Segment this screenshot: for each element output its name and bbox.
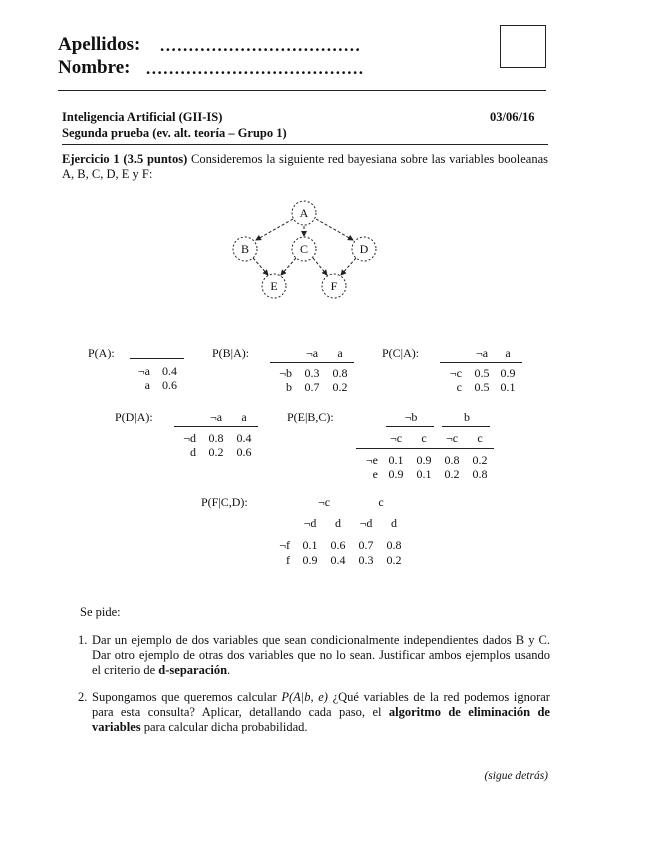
question-1-end: .	[227, 663, 231, 677]
question-1-text: Dar un ejemplo de dos variables que sean condicionalmente independientes dados B y C. Dar otro ejemplo de otras dos variables que no lo sean. Justificar ambos ejemplos usando el criterio de	[92, 633, 550, 677]
question-2-bold: algoritmo de eliminación de variables	[92, 705, 550, 734]
table-pfcd-title: P(F|C,D):	[201, 495, 248, 509]
question-2-text-b: ¿Qué variables de la red podemos ignorar para esta consulta? Aplicar, detallando cada paso, el	[92, 690, 550, 719]
pfcd-col: ¬d	[359, 516, 373, 530]
exercise-intro: Consideremos la siguiente red bayesiana sobre las variables booleanas A, B, C, D, E y F:	[62, 152, 548, 181]
pebc-cell: 0.8	[444, 453, 460, 467]
pba-cell: 0.2	[332, 380, 348, 394]
exercise-statement	[62, 152, 548, 182]
pfcd-cell: 0.9	[302, 553, 318, 567]
edge-d-f	[341, 258, 356, 275]
edge-a-b	[256, 219, 293, 240]
pebc-row-label: e	[372, 467, 378, 481]
question-2-end: para calcular dicha probabilidad.	[140, 720, 308, 734]
pa-cell: 0.4	[162, 364, 177, 378]
pebc-col: ¬c	[389, 431, 403, 445]
pfcd-col: d	[391, 516, 397, 530]
edge-b-e	[253, 258, 268, 275]
surname-label: Apellidos:	[58, 34, 141, 55]
exercise-label: Ejercicio 1 (3.5 puntos)	[62, 152, 188, 166]
pebc-top: ¬b	[404, 410, 418, 424]
node-b-label: B	[240, 242, 250, 256]
pfcd-row-label: f	[286, 553, 290, 567]
pba-cell: 0.3	[304, 366, 320, 380]
pca-row-label: ¬c	[449, 366, 462, 380]
pca-cell: 0.1	[500, 380, 516, 394]
pda-row-label: d	[190, 445, 196, 459]
pca-cell: 0.5	[474, 366, 490, 380]
pda-cell: 0.2	[208, 445, 224, 459]
pca-row-label: c	[456, 380, 462, 394]
surname-dots: ...................................	[160, 36, 362, 55]
pda-col: a	[241, 410, 247, 424]
pebc-cell: 0.9	[416, 453, 432, 467]
pfcd-top: ¬c	[317, 495, 331, 509]
header-rule	[58, 90, 546, 91]
pba-row-label: ¬b	[279, 366, 292, 380]
table-pba-title: P(B|A):	[212, 346, 250, 360]
node-e-label: E	[270, 279, 278, 293]
pba-cell: 0.7	[304, 380, 320, 394]
question-2-number: 2.	[78, 690, 88, 704]
questions-prompt: Se pide:	[80, 605, 121, 619]
question-2-text-a: Supongamos que queremos calcular	[92, 690, 282, 704]
pca-cell: 0.9	[500, 366, 516, 380]
pba-cell: 0.8	[332, 366, 348, 380]
pfcd-cell: 0.2	[386, 553, 402, 567]
exam-date: 03/06/16	[490, 110, 535, 124]
pebc-cell: 0.1	[416, 467, 432, 481]
name-label: Nombre:	[58, 57, 131, 78]
pfcd-cell: 0.1	[302, 538, 318, 552]
edge-c-e	[281, 258, 296, 275]
pebc-col: ¬c	[445, 431, 459, 445]
edge-a-d	[316, 219, 353, 240]
pfcd-cell: 0.7	[358, 538, 374, 552]
pda-col: ¬a	[209, 410, 223, 424]
pebc-cell: 0.2	[472, 453, 488, 467]
pca-col: ¬a	[475, 346, 489, 360]
pebc-cell: 0.9	[388, 467, 404, 481]
pfcd-cell: 0.3	[358, 553, 374, 567]
footer-note: (sigue detrás)	[484, 770, 548, 782]
table-pa-title: P(A):	[88, 346, 115, 360]
node-f-label: F	[330, 279, 338, 293]
question-2-formula: P(A|b, e)	[281, 690, 328, 704]
node-a-label: A	[299, 206, 309, 220]
pa-row-label: a	[144, 378, 150, 392]
question-1-bold: d-separación	[158, 663, 228, 677]
pebc-row-label: ¬e	[365, 453, 378, 467]
pebc-cell: 0.2	[444, 467, 460, 481]
pa-cell: 0.6	[162, 378, 177, 392]
table-pca-title: P(C|A):	[382, 346, 420, 360]
pebc-cell: 0.1	[388, 453, 404, 467]
question-1	[78, 633, 550, 681]
pfcd-cell: 0.4	[330, 553, 346, 567]
pba-col: ¬a	[305, 346, 319, 360]
question-2	[78, 690, 550, 738]
pfcd-col: d	[335, 516, 341, 530]
name-dots: ......................................	[146, 59, 365, 78]
pfcd-row-label: ¬f	[279, 538, 290, 552]
course-title: Inteligencia Artificial (GII-IS)	[62, 110, 223, 124]
pa-row-label: ¬a	[137, 364, 150, 378]
pda-cell: 0.8	[208, 431, 224, 445]
bayesian-network-diagram	[225, 198, 385, 302]
pca-cell: 0.5	[474, 380, 490, 394]
pfcd-col: ¬d	[303, 516, 317, 530]
node-c-label: C	[299, 242, 309, 256]
table-pebc-title: P(E|B,C):	[287, 410, 334, 424]
exam-subtitle: Segunda prueba (ev. alt. teoría – Grupo 1)	[62, 126, 287, 140]
pda-cell: 0.4	[236, 431, 252, 445]
pba-row-label: b	[286, 380, 292, 394]
pca-col: a	[505, 346, 511, 360]
pda-cell: 0.6	[236, 445, 252, 459]
pfcd-cell: 0.8	[386, 538, 402, 552]
pebc-cell: 0.8	[472, 467, 488, 481]
question-1-number: 1.	[78, 633, 88, 647]
grade-box	[500, 25, 546, 68]
node-d-label: D	[359, 242, 369, 256]
pebc-col: c	[477, 431, 483, 445]
edge-c-f	[313, 258, 327, 275]
table-pda-title: P(D|A):	[115, 410, 153, 424]
info-rule	[62, 144, 548, 145]
pda-row-label: ¬d	[183, 431, 196, 445]
pebc-col: c	[421, 431, 427, 445]
pebc-top: b	[464, 410, 470, 424]
pfcd-top: c	[378, 495, 384, 509]
pfcd-cell: 0.6	[330, 538, 346, 552]
pba-col: a	[337, 346, 343, 360]
